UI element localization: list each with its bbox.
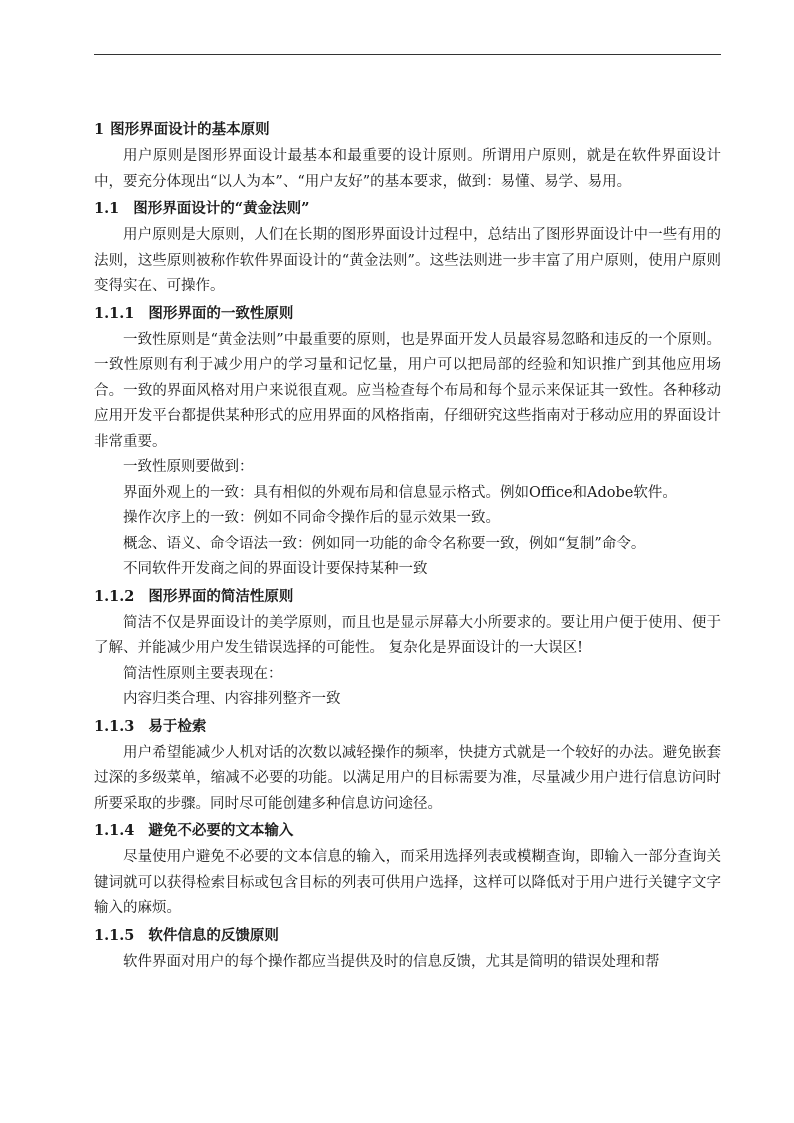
section-heading [94, 300, 721, 328]
paragraph: 软件界面对用户的每个操作都应当提供及时的信息反馈，尤其是简明的错误处理和帮 [123, 953, 660, 970]
paragraph: 内容归类合理、内容排列整齐一致 [123, 691, 341, 707]
paragraph: 简洁不仅是界面设计的美学原则，而且也是显示屏幕大小所要求的。要让用户便于使用、便于了解、并能减少用户发生错误选择的可能性。 复杂化是界面设计的一大误区! [94, 614, 721, 656]
section-title: 图形界面的一致性原则 [148, 304, 294, 322]
paragraph: 操作次序上的一致：例如不同命令操作后的显示效果一致。 [123, 510, 500, 526]
section-heading [94, 922, 721, 950]
section-title: 图形界面的简洁性原则 [148, 587, 294, 605]
section-title: 避免不必要的文本输入 [148, 822, 294, 839]
document-body [94, 116, 721, 975]
section-title: 图形界面设计的“黄金法则” [133, 200, 310, 217]
section-title: 易于检索 [148, 717, 207, 735]
section-number: 1.1.5 [94, 926, 135, 944]
paragraph: 简洁性原则主要表现在： [123, 665, 283, 682]
section-number: 1.1.1 [94, 304, 135, 322]
section-heading [94, 583, 721, 611]
section-heading [94, 713, 721, 741]
header-rule [94, 54, 721, 55]
paragraph: 不同软件开发商之间的界面设计要保持某种一致 [123, 561, 428, 577]
paragraph: 界面外观上的一致：具有相似的外观布局和信息显示格式。例如Office和Adobe软件。 [123, 484, 677, 501]
paragraph: 一致性原则是“黄金法则”中最重要的原则，也是界面开发人员最容易忽略和违反的一个原则。一致性原则有利于减少用户的学习量和记忆量，用户可以把局部的经验和知识推广到其他应用场合。一致的界面风格对用户来说很直观。应当检查每个布局和每个显示来保证其一致性。各种移动应用开发平台都提供某种形式的应用界面的风格指南，仔细研究这些指南对于移动应用的界面设计非常重要。 [94, 331, 721, 450]
paragraph: 一致性原则要做到： [123, 459, 254, 475]
section-heading [94, 817, 721, 845]
section-number: 1.1.3 [94, 717, 135, 735]
section-heading [94, 116, 721, 144]
paragraph: 用户希望能减少人机对话的次数以减轻操作的频率，快捷方式就是一个较好的办法。避免嵌套过深的多级菜单，缩减不必要的功能。以满足用户的目标需要为准，尽量减少用户进行信息访问时所要采取的步骤。同时尽可能创建多种信息访问途径。 [94, 744, 721, 812]
section-number: 1.1 [94, 200, 120, 217]
paragraph: 概念、语义、命令语法一致：例如同一功能的命令名称要一致，例如“复制”命令。 [123, 535, 646, 552]
paragraph: 尽量使用户避免不必要的文本信息的输入，而采用选择列表或模糊查询，即输入一部分查询关键词就可以获得检索目标或包含目标的列表可供用户选择，这样可以降低对于用户进行关键字文字输入的麻烦。 [94, 849, 721, 916]
paragraph: 用户原则是大原则，人们在长期的图形界面设计过程中，总结出了图形界面设计中一些有用的法则，这些原则被称作软件界面设计的“黄金法则”。这些法则进一步丰富了用户原则，使用户原则变得实在、可操作。 [94, 227, 721, 294]
section-title: 图形界面设计的基本原则 [110, 121, 270, 138]
section-title: 软件信息的反馈原则 [148, 926, 279, 944]
paragraph: 用户原则是图形界面设计最基本和最重要的设计原则。所谓用户原则，就是在软件界面设计中，要充分体现出“以人为本”、“用户友好”的基本要求，做到：易懂、易学、易用。 [94, 148, 721, 190]
section-number: 1 [94, 121, 105, 138]
section-number: 1.1.4 [94, 822, 135, 839]
section-number: 1.1.2 [94, 587, 135, 605]
section-heading [94, 195, 721, 223]
